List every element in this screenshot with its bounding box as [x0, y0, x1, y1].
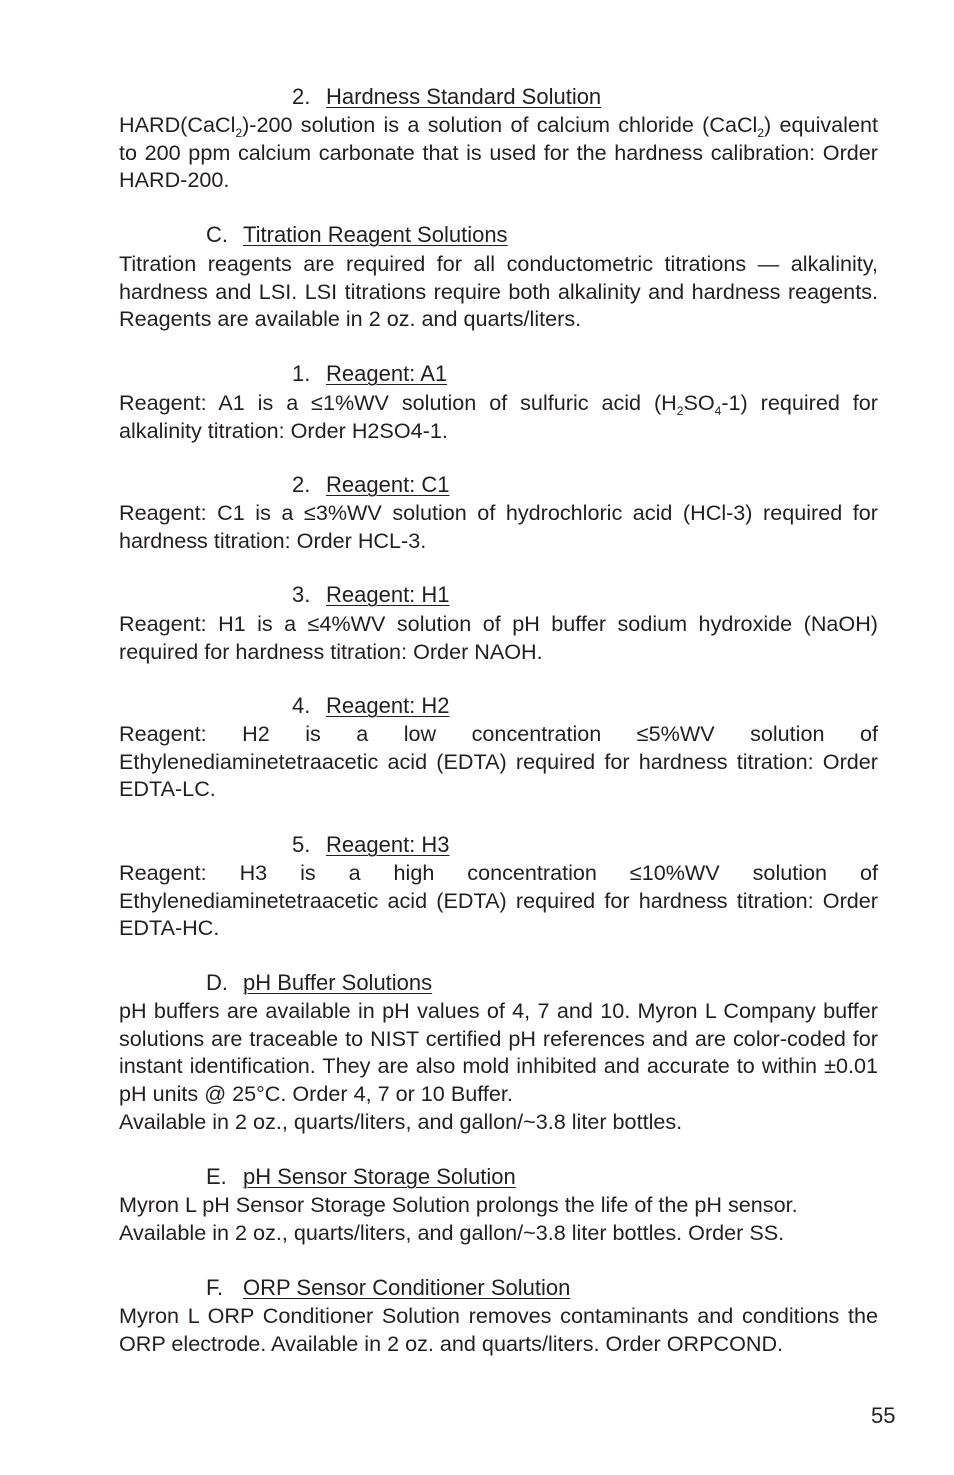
heading-reagent-h3 [292, 831, 450, 859]
heading-title: Reagent: A1 [326, 361, 448, 386]
paragraph-ph-buffer-availability: Available in 2 oz., quarts/liters, and gallon/~3.8 liter bottles. [119, 1109, 683, 1134]
heading-titration-reagents [206, 221, 508, 249]
heading-reagent-h1 [292, 581, 450, 609]
paragraph-hardness-standard [119, 111, 878, 194]
heading-title: Reagent: H3 [326, 832, 450, 857]
subscript: 2 [235, 126, 243, 140]
heading-title: pH Sensor Storage Solution [243, 1164, 516, 1189]
paragraph-reagent-h3: Reagent: H3 is a high concentration ≤10%WV solution of Ethylenediaminetetraacetic acid (EDTA) required for hardness titration: Order EDTA-HC. [119, 860, 878, 941]
page-number: 55 [871, 1403, 896, 1428]
heading-reagent-h2 [292, 692, 450, 720]
text-run: ) equivalent to 200 ppm calcium carbonate that is used for the hardness calibration: Order HARD-200. [119, 112, 878, 193]
heading-number: 2. [292, 472, 311, 497]
heading-title: Reagent: H1 [326, 582, 450, 607]
heading-title: Titration Reagent Solutions [243, 222, 508, 247]
heading-number: 2. [292, 84, 311, 109]
heading-ph-buffer [206, 969, 432, 997]
heading-letter: E. [206, 1164, 227, 1189]
text-run: Reagent: A1 is a ≤1%WV solution of sulfuric acid (H [119, 390, 677, 415]
heading-orp-conditioner [206, 1274, 570, 1302]
heading-reagent-c1 [292, 471, 450, 499]
heading-hardness-standard [292, 83, 601, 111]
text-run: SO [683, 390, 715, 415]
heading-number: 1. [292, 361, 311, 386]
heading-title: Reagent: C1 [326, 472, 450, 497]
paragraph-reagent-h2: Reagent: H2 is a low concentration ≤5%WV solution of Ethylenediaminetetraacetic acid (EDTA) required for hardness titration: Order EDTA-LC. [119, 721, 878, 802]
heading-title: Reagent: H2 [326, 693, 450, 718]
heading-letter: D. [206, 970, 228, 995]
paragraph-reagent-h1: Reagent: H1 is a ≤4%WV solution of pH buffer sodium hydroxide (NaOH) required for hardness titration: Order NAOH. [119, 611, 878, 664]
paragraph-ph-storage: Myron L pH Sensor Storage Solution prolongs the life of the pH sensor. Available in 2 oz., quarts/liters, and gallon/~3.8 liter bottles. Order SS. [119, 1192, 798, 1245]
text-run: HARD(CaCl [119, 112, 236, 137]
subscript: 2 [757, 126, 765, 140]
subscript: 2 [676, 404, 684, 418]
heading-letter: C. [206, 222, 228, 247]
heading-title: Hardness Standard Solution [326, 84, 602, 109]
heading-reagent-a1 [292, 360, 447, 388]
heading-number: 3. [292, 582, 311, 607]
heading-title: ORP Sensor Conditioner Solution [243, 1275, 571, 1300]
paragraph-ph-buffer: pH buffers are available in pH values of 4, 7 and 10. Myron L Company buffer solutions are traceable to NIST certified pH references and are color-coded for instant identification. They are also mold inhibited and accurate to within ±0.01 pH units @ 25°C. Order 4, 7 or 10 Buffer. [119, 998, 878, 1106]
text-run: )-200 solution is a solution of calcium chloride (CaCl [242, 112, 758, 137]
paragraph-reagent-a1 [119, 389, 878, 444]
paragraph-orp-conditioner: Myron L ORP Conditioner Solution removes contaminants and conditions the ORP electrode. Available in 2 oz. and quarts/liters. Order ORPCOND. [119, 1303, 878, 1356]
heading-number: 4. [292, 693, 311, 718]
paragraph-reagent-c1: Reagent: C1 is a ≤3%WV solution of hydrochloric acid (HCl-3) required for hardness titration: Order HCL-3. [119, 500, 878, 553]
heading-ph-storage [206, 1163, 516, 1191]
heading-letter: F. [206, 1275, 224, 1300]
heading-number: 5. [292, 832, 311, 857]
paragraph-titration-reagents: Titration reagents are required for all conductometric titrations — alkalinity, hardness and LSI. LSI titrations require both alkalinity and hardness reagents. Reagents are available in 2 oz. and quarts/liters. [119, 251, 878, 332]
heading-title: pH Buffer Solutions [243, 970, 433, 995]
subscript: 4 [714, 404, 722, 418]
text-run: -1) required for alkalinity titration: Order H2SO4-1. [119, 390, 878, 443]
